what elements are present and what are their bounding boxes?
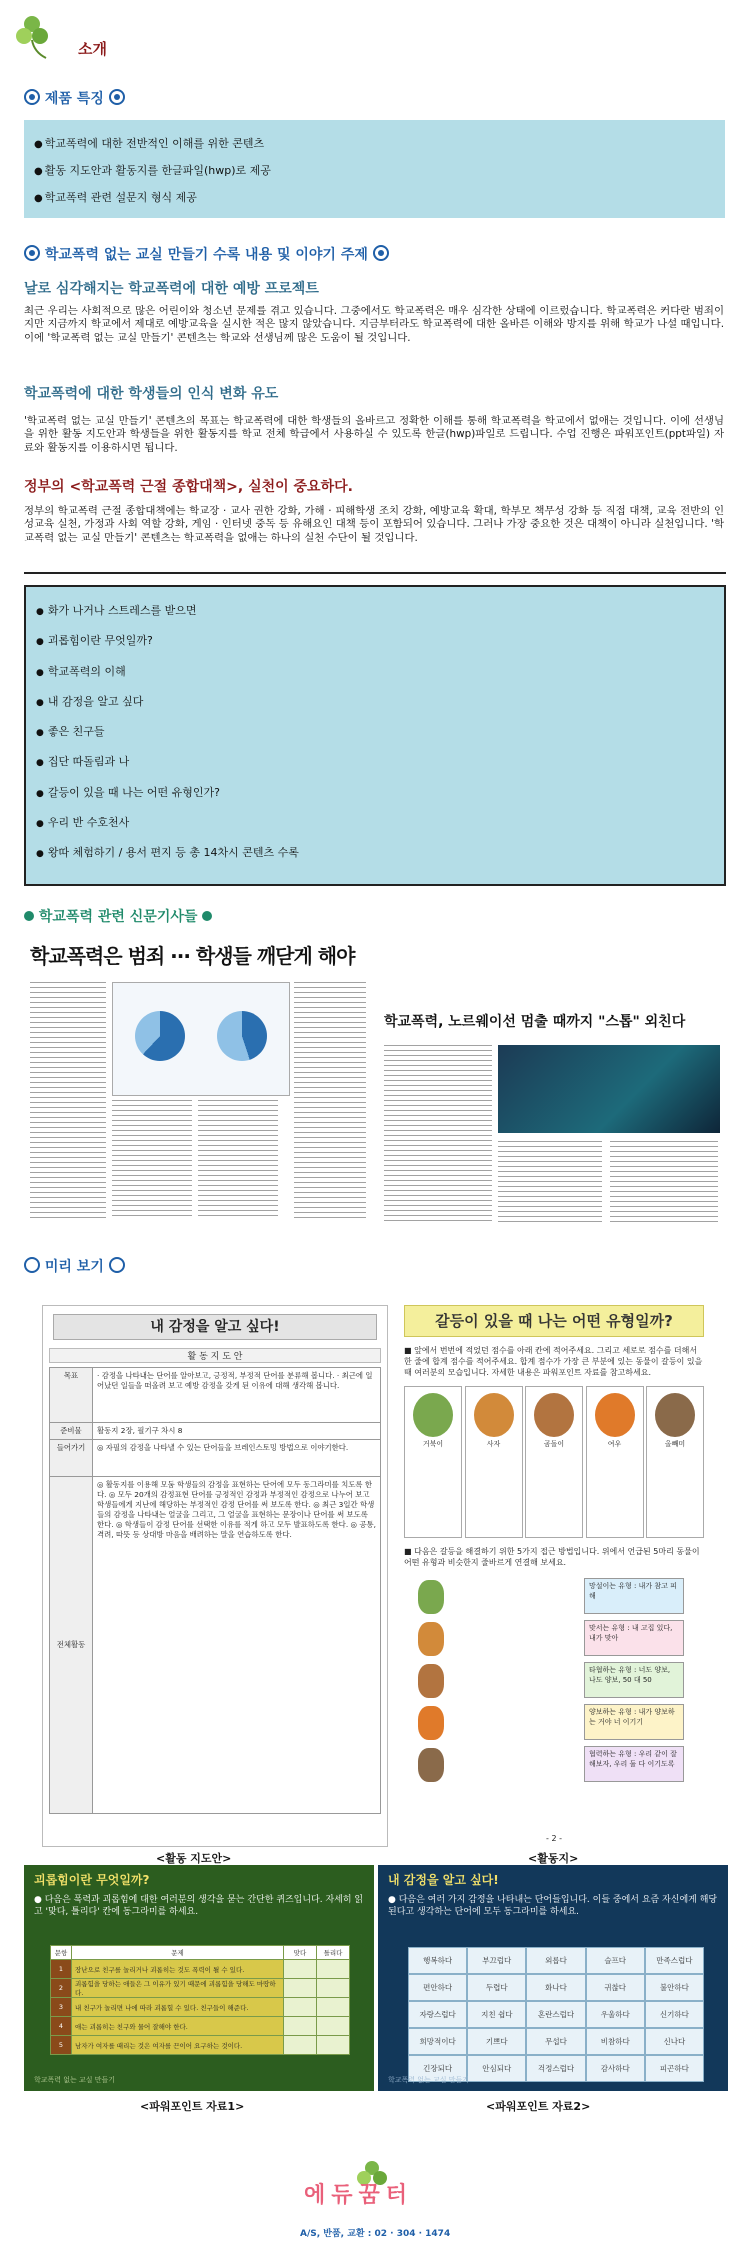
answer-row: [404, 1662, 704, 1704]
footer-contact: A/S, 반품, 교환 : 02 · 304 · 1474: [300, 2229, 451, 2239]
contents-list: [26, 587, 724, 884]
animal-card-turtle: [404, 1386, 462, 1538]
emotion-word: 피곤하다: [645, 2055, 704, 2082]
row-number: 3: [51, 1998, 72, 2017]
worksheet-title: 갈등이 있을 때 나는 어떤 유형일까?: [404, 1305, 704, 1337]
footer-logo: [280, 2160, 480, 2220]
animal-label: 곰돌이: [543, 1440, 565, 1448]
ppt1-caption: <파워포인트 자료1>: [140, 2100, 245, 2113]
ppt2-title: 내 감정을 알고 싶다!: [388, 1873, 499, 1887]
fox-icon: [418, 1706, 444, 1740]
emotion-word: 만족스럽다: [645, 1947, 704, 1974]
worksheet-intro-2: ■ 다음은 갈등을 해결하기 위한 5가지 접근 방법입니다. 위에서 언급된 5마리 동물이 어떤 유형과 비슷한지 줄바르게 연결해 보세요.: [404, 1547, 700, 1567]
feature-item: ● 학교폭력 관련 설문지 형식 제공: [34, 184, 715, 211]
feature-item: ● 활동 지도안과 활동지를 한글파일(hwp)로 제공: [34, 157, 715, 184]
table-row: [50, 1368, 381, 1423]
dot-bullet-icon: [202, 911, 212, 921]
row-number: 2: [51, 1979, 72, 1998]
answer-cell: [284, 2017, 317, 2036]
emotion-word: 긴장되다: [408, 2055, 467, 2082]
answer-cell: [284, 2036, 317, 2055]
guide-caption: <활동 지도안>: [156, 1852, 232, 1865]
answer-row: [404, 1746, 704, 1788]
answer-card: 타협하는 유형 : 너도 양보, 나도 양보, 50 대 50: [584, 1662, 684, 1698]
news-text-column: [112, 1100, 192, 1220]
table-row: [51, 1960, 350, 1979]
row-number: 5: [51, 2036, 72, 2055]
guide-title: 내 감정을 알고 싶다!: [53, 1314, 377, 1340]
ppt-slide-1: [24, 1865, 374, 2091]
animal-label: 올빼미: [664, 1440, 686, 1448]
circle-bullet-icon: [24, 89, 40, 105]
topic-body-3: 정부의 학교폭력 근절 종합대책에는 학교장 · 교사 권한 강화, 가해 · 피해학생 조치 강화, 예방교육 확대, 학부모 책무성 강화 등 직접 대책, 교육 전반의 인성교육 실천, 가정과 사회 역할 강화, 게임 · 인터넷 중독 등 유해요인 대책 등이 포함되어 있습니다. 그러나 가장 중요한 것은 대책이 아니라 실천입니다. '학교폭력 없는 교실 만들기' 콘텐츠는 학교폭력을 없애는 하나의 실천 수단이 될 것입니다.: [24, 505, 724, 544]
pie-graphic: [217, 1011, 267, 1061]
animal-score-cards: [404, 1386, 704, 1538]
emotion-word: 두렵다: [467, 1974, 526, 2001]
answer-cell: [284, 1960, 317, 1979]
topic-heading-2: 학교폭력에 대한 학생들의 인식 변화 유도: [24, 386, 279, 402]
fox-icon: [595, 1393, 635, 1437]
emotion-word: 기쁘다: [467, 2028, 526, 2055]
lion-icon: [418, 1622, 444, 1656]
owl-icon: [418, 1748, 444, 1782]
animal-card-fox: [586, 1386, 644, 1538]
table-header: 맞다: [284, 1946, 317, 1960]
page-number: - 2 -: [546, 1834, 562, 1843]
table-cell-value: 활동지 2장, 필기구 차시 8: [93, 1423, 381, 1440]
ppt1-description: ● 다음은 폭력과 괴롭힘에 대한 여러분의 생각을 묻는 간단한 퀴즈입니다. 자세히 읽고 '맞다, 틀리다' 칸에 동그라미를 하세요.: [34, 1895, 364, 1917]
table-cell-value: · 감정을 나타내는 단어를 알아보고, 긍정적, 부정적 단어를 분류해 봅니다. · 최근에 일어났던 일들을 떠올려 보고 예방 감정을 갖게 된 이유에 대해 생각해 봅니다.: [93, 1368, 381, 1423]
emotion-word: 편안하다: [408, 1974, 467, 2001]
ppt-slide-2: [378, 1865, 728, 2091]
table-row: [50, 1440, 381, 1477]
preview-heading: [24, 1256, 125, 1276]
answer-types: [404, 1578, 704, 1788]
lion-icon: [474, 1393, 514, 1437]
news-text-column: [30, 982, 106, 1220]
table-row: [51, 1998, 350, 2017]
animal-label: 거북이: [422, 1440, 444, 1448]
owl-icon: [655, 1393, 695, 1437]
emotion-word: 걱정스럽다: [526, 2055, 585, 2082]
answer-row: [404, 1620, 704, 1662]
emotion-word: 자랑스럽다: [408, 2001, 467, 2028]
table-row: [51, 1979, 350, 1998]
topic-body-1: 최근 우리는 사회적으로 많은 어린이와 청소년 문제를 겪고 있습니다. 그중에서도 학교폭력은 매우 심각한 상태에 이르렀습니다. 학교폭력은 커다란 범죄이지만 지금까지 학교에서 제대로 예방교육을 실시한 적은 많지 않았습니다. 지금부터라도 학교폭력에 대한 올바른 이해와 방지를 위해 학교가 나설 때입니다. 이에 '학교폭력 없는 교실 만들기' 콘텐츠는 학교와 선생님께 많은 도움이 될 것입니다.: [24, 305, 724, 344]
emotion-word: 우울하다: [586, 2001, 645, 2028]
circle-bullet-icon: [109, 89, 125, 105]
news-title: 학교폭력 관련 신문기사들: [38, 909, 198, 925]
emotion-word: 부끄럽다: [467, 1947, 526, 1974]
turtle-icon: [418, 1580, 444, 1614]
turtle-icon: [413, 1393, 453, 1437]
worksheet-caption: <활동지>: [528, 1852, 579, 1865]
answer-cell: [317, 2017, 350, 2036]
news-clipping-left: [30, 940, 365, 1225]
animal-card-owl: [646, 1386, 704, 1538]
emotion-word: 외롭다: [526, 1947, 585, 1974]
row-number: 4: [51, 2017, 72, 2036]
guide-subtitle: 활 동 지 도 안: [49, 1348, 381, 1363]
table-cell-value: ◎ 자필의 감정을 나타낼 수 있는 단어들을 브레인스토밍 방법으로 이야기한다.: [93, 1440, 381, 1477]
answer-card: 망설이는 유형 : 내가 참고 피해: [584, 1578, 684, 1614]
preview-title: 미리 보기: [44, 1259, 104, 1275]
answer-cell: [284, 1979, 317, 1998]
row-number: 1: [51, 1960, 72, 1979]
features-heading: [24, 88, 125, 108]
table-cell-key: 목표: [50, 1368, 93, 1423]
answer-card: 협력하는 유형 : 우리 같이 잘해보자, 우리 둘 다 이기도록: [584, 1746, 684, 1782]
contents-list-item: ● 학교폭력의 이해: [36, 660, 714, 690]
news-text-column: [294, 982, 366, 1220]
table-header: 틀리다: [317, 1946, 350, 1960]
divider: [24, 572, 726, 574]
topic-body-2: '학교폭력 없는 교실 만들기' 콘텐츠의 목표는 학교폭력에 대한 학생들의 올바르고 정확한 이해를 통해 학교폭력을 학교에서 없애는 것입니다. 이에 선생님을 위한 활동 지도안과 학생들을 위한 활동지를 학교 전체 학급에서 사용하실 수 있도록 한글(hwp)파일로 드립니다. 수업 진행은 파워포인트(ppt파일) 자료와 활동지를 이용하시면 됩니다.: [24, 415, 724, 454]
news-infographic: [112, 982, 290, 1096]
animal-label: 사자: [486, 1440, 501, 1448]
answer-cell: [317, 1998, 350, 2017]
emotion-word: 신나다: [645, 2028, 704, 2055]
news-text-column: [498, 1141, 602, 1223]
answer-cell: [317, 1979, 350, 1998]
table-header-row: [51, 1946, 350, 1960]
quiz-question: 괴롭힘을 당하는 애들은 그 이유가 있기 때문에 괴롭힘을 당해도 마땅하다.: [72, 1979, 284, 1998]
circle-bullet-icon: [109, 1257, 125, 1273]
animal-card-lion: [465, 1386, 523, 1538]
quiz-question: 내 친구가 놀리면 나에 따라 괴롭힐 수 있다. 친구들이 해준다.: [72, 1998, 284, 2017]
contents-heading: [24, 244, 389, 264]
contents-list-item: ● 왕따 체험하기 / 용서 편지 등 총 14차시 콘텐츠 수록: [36, 841, 714, 871]
contents-list-item: ● 화가 나거나 스트레스를 받으면: [36, 599, 714, 629]
activity-guide-preview: [42, 1305, 388, 1847]
table-cell-key: 전체활동: [50, 1477, 93, 1814]
emotion-word: 비참하다: [586, 2028, 645, 2055]
bear-icon: [418, 1664, 444, 1698]
answer-card: 맞서는 유형 : 내 고집 있다, 내가 맞아: [584, 1620, 684, 1656]
features-box: [24, 120, 725, 218]
emotion-word: 귀찮다: [586, 1974, 645, 2001]
brand-title: 소개: [78, 40, 107, 58]
topic-heading-3: 정부의 <학교폭력 근절 종합대책>, 실천이 중요하다.: [24, 479, 353, 495]
answer-row: [404, 1578, 704, 1620]
contents-list-item: ● 집단 따돌림과 나: [36, 750, 714, 780]
table-cell-key: 들어가기: [50, 1440, 93, 1477]
emotion-word: 행복하다: [408, 1947, 467, 1974]
footer-logo-text: 에듀꿈터: [304, 2183, 414, 2208]
ppt2-description: ● 다음은 여러 가지 감정을 나타내는 단어들입니다. 이들 중에서 요즘 자신에게 해당된다고 생각하는 단어에 모두 동그라미를 하세요.: [388, 1895, 718, 1917]
ppt2-footer: 학교폭력 없는 교실 만들기: [388, 2076, 470, 2084]
table-row: [50, 1423, 381, 1440]
emotion-word: 지친 쉽다: [467, 2001, 526, 2028]
table-header: 문제: [72, 1946, 284, 1960]
news-heading: [24, 906, 212, 926]
contents-list-item: ● 내 감정을 알고 싶다: [36, 690, 714, 720]
news-headline-left: 학교폭력은 범죄 ··· 학생들 깨닫게 해야: [30, 944, 355, 968]
answer-cell: [284, 1998, 317, 2017]
ppt1-footer: 학교폭력 없는 교실 만들기: [34, 2076, 116, 2084]
top-header: [16, 14, 734, 66]
ppt1-title: 괴롭힘이란 무엇일까?: [34, 1873, 150, 1887]
answer-row: [404, 1704, 704, 1746]
topic-heading-1: 날로 심각해지는 학교폭력에 대한 예방 프로젝트: [24, 281, 319, 297]
news-photo: [498, 1045, 720, 1133]
contents-title: 학교폭력 없는 교실 만들기 수록 내용 및 이야기 주제: [44, 247, 368, 263]
ppt1-quiz-table: [50, 1945, 350, 2055]
features-list: [24, 120, 725, 221]
news-headline-right: 학교폭력, 노르웨이선 멈출 때까지 "스톱" 외친다: [384, 1014, 686, 1030]
worksheet-intro: ■ 앞에서 번번에 적었던 점수를 아래 칸에 적어주세요. 그리고 세로로 점수를 더해서 한 줄에 합계 점수를 적어주세요. 합계 점수가 가장 큰 부분에 있는 동물이 갈등이 있을 때 여러분의 모습입니다. 자세한 내용은 파워포인트 자료를 참고하세요.: [404, 1346, 703, 1377]
emotion-word: 불안하다: [645, 1974, 704, 2001]
worksheet-preview: [396, 1305, 712, 1845]
table-cell-key: 준비물: [50, 1423, 93, 1440]
emotion-word: 신기하다: [645, 2001, 704, 2028]
table-header: 문항: [51, 1946, 72, 1960]
clover-logo-icon: [16, 14, 72, 62]
emotion-word: 안심되다: [467, 2055, 526, 2082]
contents-list-item: ● 갈등이 있을 때 나는 어떤 유형인가?: [36, 781, 714, 811]
pie-graphic: [135, 1011, 185, 1061]
contents-list-item: ● 우리 반 수호천사: [36, 811, 714, 841]
emotion-word: 감사하다: [586, 2055, 645, 2082]
emotion-word: 화나다: [526, 1974, 585, 2001]
dot-bullet-icon: [24, 911, 34, 921]
circle-bullet-icon: [24, 245, 40, 261]
quiz-question: 남자가 여자를 때리는 것은 여자를 끈이어 요구하는 것이다.: [72, 2036, 284, 2055]
emotion-word-grid: [408, 1947, 704, 2082]
answer-cell: [317, 2036, 350, 2055]
features-title: 제품 특징: [44, 91, 104, 107]
emotion-word: 혼란스럽다: [526, 2001, 585, 2028]
answer-cell: [317, 1960, 350, 1979]
emotion-word: 희망적이다: [408, 2028, 467, 2055]
circle-bullet-icon: [24, 1257, 40, 1273]
emotion-word: 무섭다: [526, 2028, 585, 2055]
table-cell-value: ◎ 활동지를 이용해 모둠 학생들의 감정을 표현하는 단어에 모두 동그라미를 치도록 한다. ◎ 모두 20개의 감정표현 단어를 긍정적인 감정과 부정적인 감정으로 나누어 보고 학생들에게 지난에 해당하는 부정적인 감정 단어를 써 보도록 한다. ◎ 최근 3일간 학생들의 감정을 나타내는 얼굴을 그리고, 그 얼굴을 표현하는 문장이나 단어를 써 보도록 한다. ◎ 학생들이 감정 단어를 선택한 이유를 적게 하고 모두 발표하도록 한다. ◎ 공통, 격려, 따뜻 등 상대방 마음을 배려하는 말을 연습하도록 한다.: [93, 1477, 381, 1814]
ppt2-caption: <파워포인트 자료2>: [486, 2100, 591, 2113]
table-row: [51, 2036, 350, 2055]
contents-list-box: [24, 585, 726, 886]
animal-card-bear: [525, 1386, 583, 1538]
quiz-question: 장난으로 친구를 놀리거나 괴롭히는 것도 폭력이 될 수 있다.: [72, 1960, 284, 1979]
guide-table: [49, 1367, 381, 1814]
answer-card: 양보하는 유형 : 내가 양보하는 거야 너 이기기: [584, 1704, 684, 1740]
emotion-word: 슬프다: [586, 1947, 645, 1974]
animal-label: 여우: [607, 1440, 622, 1448]
feature-item: ● 학교폭력에 대한 전반적인 이해를 위한 콘텐츠: [34, 130, 715, 157]
contents-list-item: ● 괴롭힘이란 무엇일까?: [36, 629, 714, 659]
bear-icon: [534, 1393, 574, 1437]
quiz-question: 애는 괴롭히는 친구와 물어 잘해야 한다.: [72, 2017, 284, 2036]
news-text-column: [384, 1045, 492, 1223]
table-row: [51, 2017, 350, 2036]
news-text-column: [610, 1141, 718, 1223]
contents-list-item: ● 좋은 친구들: [36, 720, 714, 750]
circle-bullet-icon: [373, 245, 389, 261]
news-text-column: [198, 1100, 278, 1220]
table-row: [50, 1477, 381, 1814]
news-clipping-right: [380, 985, 720, 1225]
